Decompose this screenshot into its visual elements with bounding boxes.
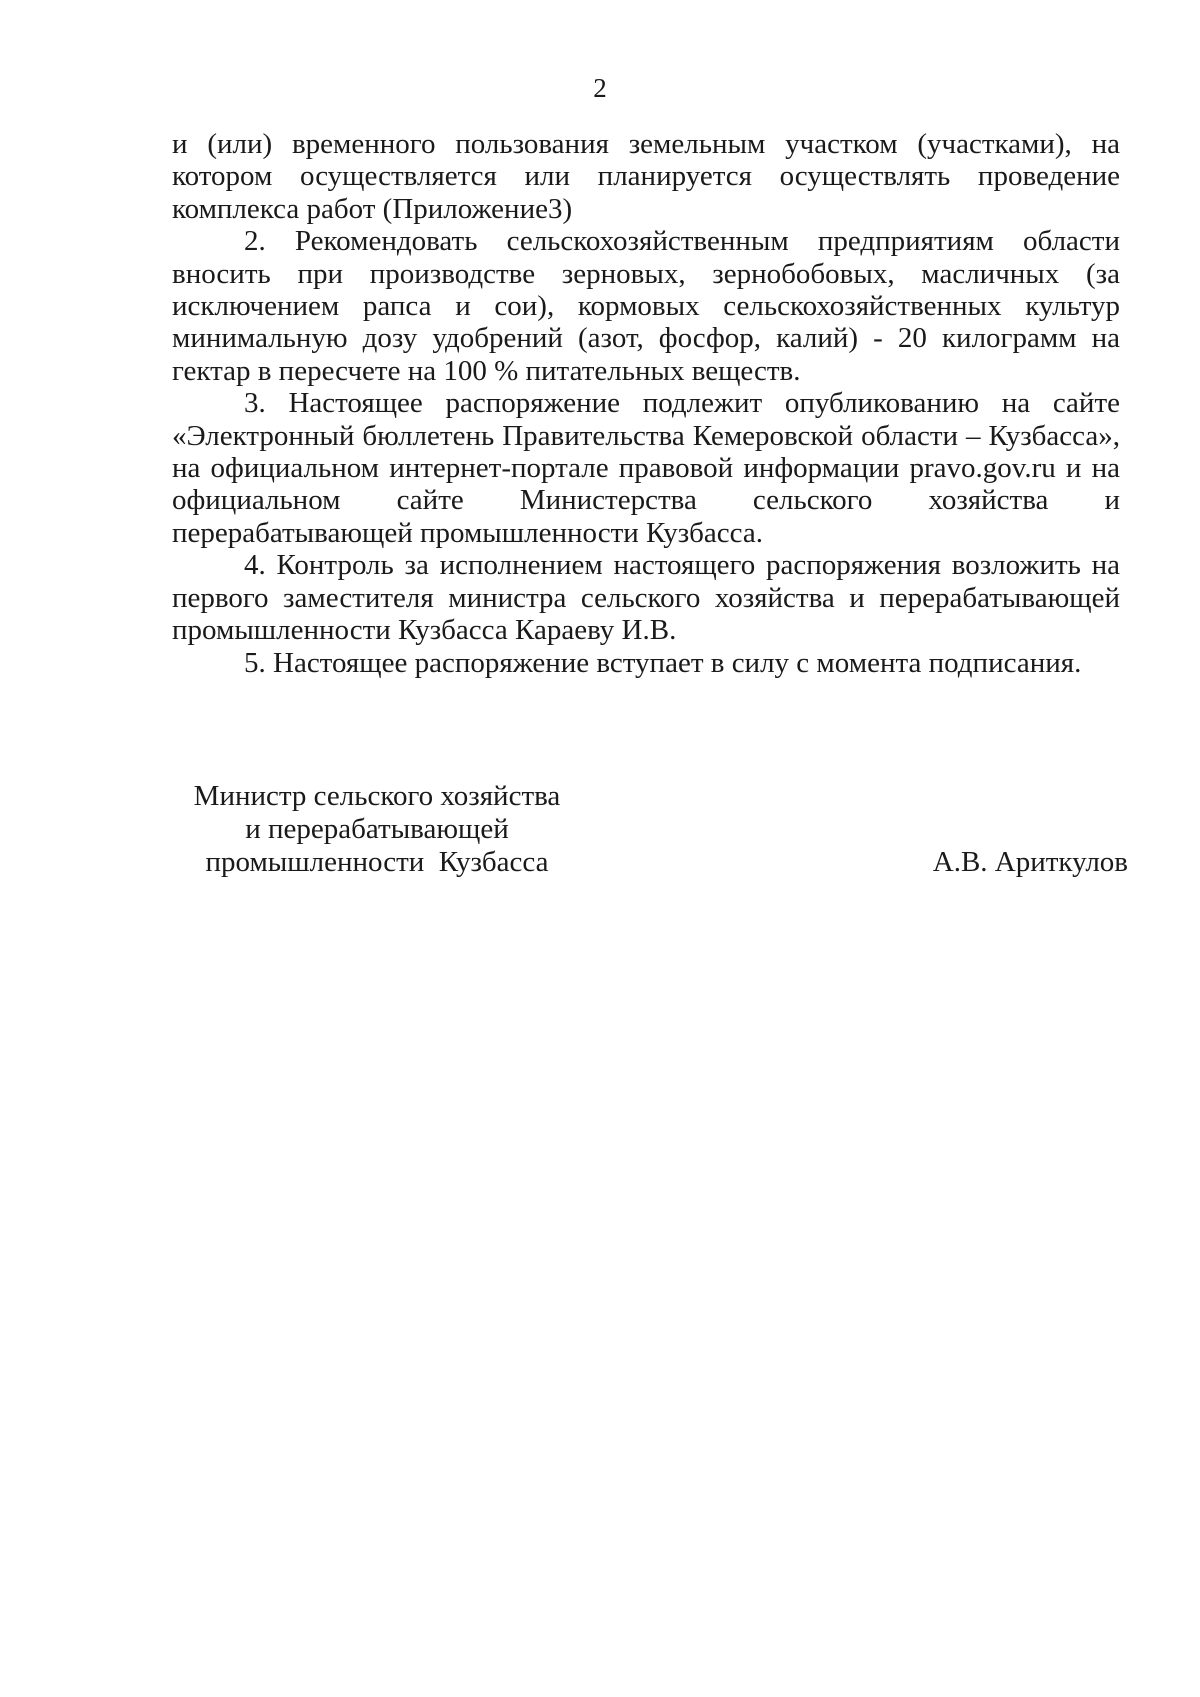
- signature-block: [172, 780, 1128, 900]
- document-body: [172, 128, 1120, 679]
- paragraph-item-4: 4. Контроль за исполнением настоящего распоряжения возложить на первого заместителя министра сельского хозяйства и перерабатывающей промышленности Кузбасса Караеву И.В.: [172, 549, 1120, 647]
- paragraph-continuation: и (или) временного пользования земельным участком (участками), на котором осуществляется или планируется осуществлять проведение комплекса работ (Приложение3): [172, 128, 1120, 225]
- signer-title-line: Министр сельского хозяйства: [193, 780, 561, 812]
- signer-title-line: и перерабатывающей: [245, 813, 509, 845]
- signer-name: А.В. Ариткулов: [932, 846, 1128, 878]
- paragraph-item-2: 2. Рекомендовать сельскохозяйственным предприятиям области вносить при производстве зерновых, зернобобовых, масличных (за исключением рапса и сои), кормовых сельскохозяйственных культур минимальную дозу удобрений (азот, фосфор, калий) - 20 килограмм на гектар в пересчете на 100 % питательных веществ.: [172, 225, 1120, 387]
- page-number: 2: [593, 73, 607, 103]
- paragraph-item-3: 3. Настоящее распоряжение подлежит опубликованию на сайте «Электронный бюллетень Правительства Кемеровской области – Кузбасса», на официальном интернет-портале правовой информации pravo.gov.ru и на официальном сайте Министерства сельского хозяйства и перерабатывающей промышленности Кузбасса.: [172, 387, 1120, 549]
- signer-title-line: промышленности Кузбасса: [205, 846, 549, 878]
- paragraph-item-5: 5. Настоящее распоряжение вступает в силу с момента подписания.: [244, 646, 1082, 679]
- signer-title: [172, 780, 582, 879]
